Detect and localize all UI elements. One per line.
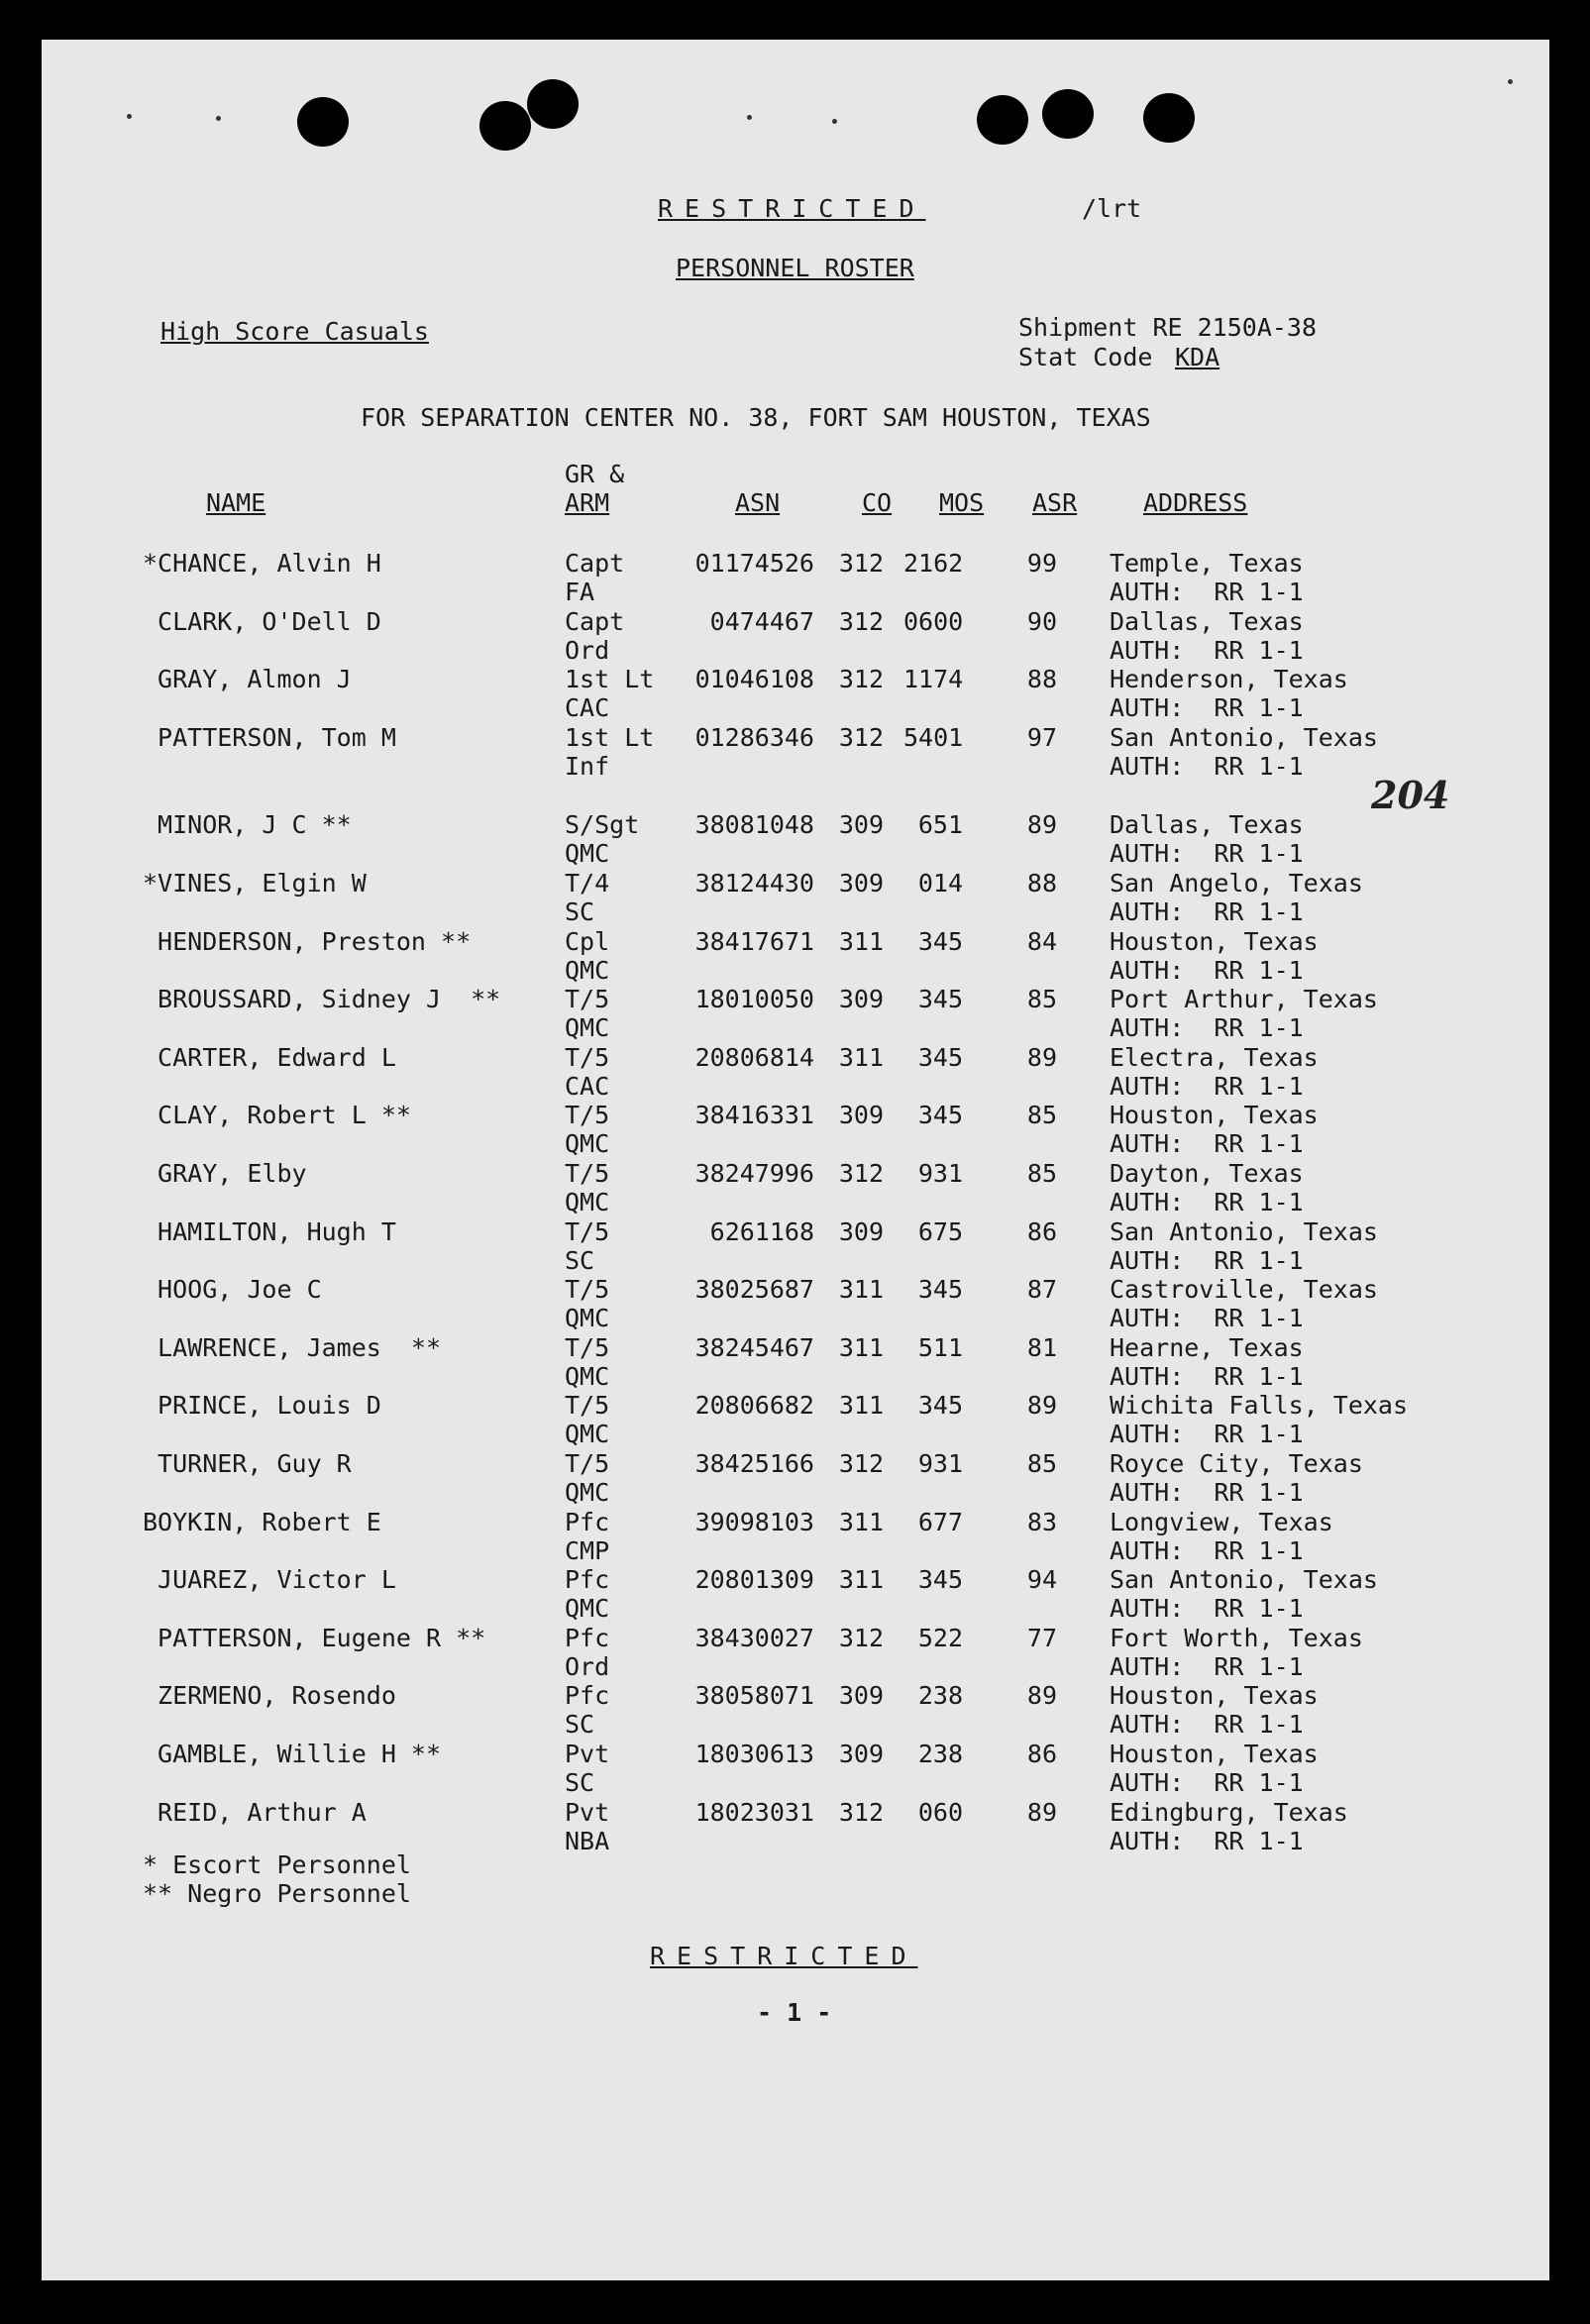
company-cell: 309 — [838, 985, 884, 1013]
arm-cell: SC — [565, 898, 595, 926]
asn-cell: 6261168 — [709, 1217, 814, 1246]
asn-cell: 01046108 — [694, 665, 814, 693]
mos-cell: 2162 — [903, 549, 964, 578]
asr-cell: 85 — [1026, 1159, 1057, 1188]
personnel-name: PATTERSON, Eugene R ** — [143, 1624, 486, 1652]
mos-cell: 511 — [917, 1333, 963, 1362]
authority-cell: AUTH: RR 1-1 — [1110, 1594, 1304, 1623]
punch-hole — [527, 79, 579, 129]
table-row — [42, 1275, 1549, 1332]
table-row — [42, 1333, 1549, 1391]
table-row — [42, 607, 1549, 665]
arm-cell: SC — [565, 1246, 595, 1275]
arm-cell: QMC — [565, 1129, 610, 1158]
company-cell: 312 — [838, 1624, 884, 1652]
separation-center: FOR SEPARATION CENTER NO. 38, FORT SAM HOUSTON, TEXAS — [361, 403, 1151, 432]
mos-cell: 931 — [917, 1159, 963, 1188]
asn-cell: 38245467 — [694, 1333, 814, 1362]
address-cell: Dallas, Texas — [1110, 607, 1304, 636]
table-row — [42, 1624, 1549, 1681]
authority-cell: AUTH: RR 1-1 — [1110, 1652, 1304, 1681]
asr-cell: 89 — [1026, 1681, 1057, 1710]
personnel-name: GRAY, Almon J — [143, 665, 352, 693]
punch-hole — [977, 95, 1028, 145]
personnel-name: PRINCE, Louis D — [143, 1391, 381, 1420]
address-cell: Castroville, Texas — [1110, 1275, 1378, 1304]
asr-cell: 86 — [1026, 1217, 1057, 1246]
table-row — [42, 985, 1549, 1042]
authority-cell: AUTH: RR 1-1 — [1110, 1129, 1304, 1158]
asr-cell: 94 — [1026, 1565, 1057, 1594]
table-row — [42, 549, 1549, 606]
company-cell: 311 — [838, 1275, 884, 1304]
asn-cell: 38430027 — [694, 1624, 814, 1652]
page-number: - 1 - — [757, 1998, 832, 2027]
classification-header: RESTRICTED — [658, 194, 926, 223]
asr-cell: 84 — [1026, 927, 1057, 956]
grade-cell: T/4 — [565, 869, 610, 898]
company-cell: 312 — [838, 1449, 884, 1478]
asn-cell: 38425166 — [694, 1449, 814, 1478]
arm-cell: SC — [565, 1768, 595, 1797]
address-cell: Houston, Texas — [1110, 1101, 1319, 1129]
asr-cell: 86 — [1026, 1740, 1057, 1768]
table-row — [42, 1740, 1549, 1797]
address-cell: San Angelo, Texas — [1110, 869, 1363, 898]
asn-cell: 18030613 — [694, 1740, 814, 1768]
address-cell: San Antonio, Texas — [1110, 1217, 1378, 1246]
arm-cell: CMP — [565, 1536, 610, 1565]
company-cell: 309 — [838, 1681, 884, 1710]
authority-cell: AUTH: RR 1-1 — [1110, 636, 1304, 665]
personnel-name: *CHANCE, Alvin H — [143, 549, 381, 578]
grade-cell: Capt — [565, 607, 625, 636]
speck — [832, 119, 837, 124]
footnote-negro: ** Negro Personnel — [143, 1879, 411, 1908]
company-cell: 309 — [838, 810, 884, 839]
table-row — [42, 1449, 1549, 1507]
asn-cell: 38416331 — [694, 1101, 814, 1129]
grade-cell: 1st Lt — [565, 723, 655, 752]
table-row — [42, 1565, 1549, 1623]
asr-cell: 85 — [1026, 985, 1057, 1013]
company-cell: 311 — [838, 927, 884, 956]
personnel-name: JUAREZ, Victor L — [143, 1565, 396, 1594]
grade-cell: T/5 — [565, 1275, 610, 1304]
company-cell: 309 — [838, 1217, 884, 1246]
group-label: High Score Casuals — [160, 317, 429, 346]
personnel-name: HAMILTON, Hugh T — [143, 1217, 396, 1246]
asr-cell: 97 — [1026, 723, 1057, 752]
authority-cell: AUTH: RR 1-1 — [1110, 1246, 1304, 1275]
company-cell: 311 — [838, 1333, 884, 1362]
mos-cell: 5401 — [903, 723, 964, 752]
asr-cell: 90 — [1026, 607, 1057, 636]
personnel-name: HOOG, Joe C — [143, 1275, 322, 1304]
column-header-asn: ASN — [735, 488, 781, 517]
mos-cell: 651 — [917, 810, 963, 839]
table-row — [42, 1101, 1549, 1158]
column-header-mos: MOS — [939, 488, 985, 517]
personnel-name: GRAY, Elby — [143, 1159, 307, 1188]
personnel-name: *VINES, Elgin W — [143, 869, 367, 898]
classification-footer: RESTRICTED — [650, 1942, 918, 1970]
address-cell: Royce City, Texas — [1110, 1449, 1363, 1478]
mos-cell: 345 — [917, 1391, 963, 1420]
authority-cell: AUTH: RR 1-1 — [1110, 1827, 1304, 1855]
address-cell: San Antonio, Texas — [1110, 1565, 1378, 1594]
asr-cell: 77 — [1026, 1624, 1057, 1652]
asr-cell: 89 — [1026, 1043, 1057, 1072]
mos-cell: 522 — [917, 1624, 963, 1652]
company-cell: 309 — [838, 1101, 884, 1129]
authority-cell: AUTH: RR 1-1 — [1110, 839, 1304, 868]
grade-cell: Pfc — [565, 1508, 610, 1536]
grade-cell: T/5 — [565, 1449, 610, 1478]
authority-cell: AUTH: RR 1-1 — [1110, 898, 1304, 926]
table-row — [42, 1798, 1549, 1855]
company-cell: 311 — [838, 1508, 884, 1536]
authority-cell: AUTH: RR 1-1 — [1110, 1013, 1304, 1042]
asn-cell: 20801309 — [694, 1565, 814, 1594]
speck — [747, 115, 752, 120]
grade-cell: Capt — [565, 549, 625, 578]
mos-cell: 345 — [917, 1043, 963, 1072]
address-cell: Edingburg, Texas — [1110, 1798, 1348, 1827]
grade-cell: S/Sgt — [565, 810, 640, 839]
authority-cell: AUTH: RR 1-1 — [1110, 956, 1304, 985]
table-row — [42, 1681, 1549, 1739]
asr-cell: 83 — [1026, 1508, 1057, 1536]
personnel-name: CLARK, O'Dell D — [143, 607, 381, 636]
column-header-co: CO — [862, 488, 893, 517]
asn-cell: 0474467 — [709, 607, 814, 636]
arm-cell: CAC — [565, 1072, 610, 1101]
asn-cell: 38025687 — [694, 1275, 814, 1304]
mos-cell: 931 — [917, 1449, 963, 1478]
company-cell: 309 — [838, 869, 884, 898]
authority-cell: AUTH: RR 1-1 — [1110, 1710, 1304, 1739]
company-cell: 309 — [838, 1740, 884, 1768]
personnel-name: BOYKIN, Robert E — [143, 1508, 381, 1536]
arm-cell: QMC — [565, 956, 610, 985]
grade-cell: Pfc — [565, 1624, 610, 1652]
footnote-escort: * Escort Personnel — [143, 1850, 411, 1879]
personnel-name: MINOR, J C ** — [143, 810, 352, 839]
asn-cell: 38081048 — [694, 810, 814, 839]
arm-cell: SC — [565, 1710, 595, 1739]
arm-cell: FA — [565, 578, 595, 606]
address-cell: Henderson, Texas — [1110, 665, 1348, 693]
address-cell: Houston, Texas — [1110, 1681, 1319, 1710]
arm-cell: CAC — [565, 693, 610, 722]
company-cell: 311 — [838, 1043, 884, 1072]
arm-cell: QMC — [565, 839, 610, 868]
table-row — [42, 1043, 1549, 1101]
speck — [127, 114, 132, 119]
shipment-number: Shipment RE 2150A-38 — [1018, 313, 1318, 342]
asn-cell: 39098103 — [694, 1508, 814, 1536]
grade-cell: T/5 — [565, 1101, 610, 1129]
arm-cell: QMC — [565, 1013, 610, 1042]
grade-cell: T/5 — [565, 1217, 610, 1246]
personnel-name: REID, Arthur A — [143, 1798, 367, 1827]
mos-cell: 238 — [917, 1681, 963, 1710]
grade-cell: Pfc — [565, 1681, 610, 1710]
asr-cell: 87 — [1026, 1275, 1057, 1304]
asn-cell: 01174526 — [694, 549, 814, 578]
authority-cell: AUTH: RR 1-1 — [1110, 693, 1304, 722]
address-cell: Longview, Texas — [1110, 1508, 1333, 1536]
mos-cell: 345 — [917, 1101, 963, 1129]
asn-cell: 38247996 — [694, 1159, 814, 1188]
asn-cell: 38417671 — [694, 927, 814, 956]
asn-cell: 20806682 — [694, 1391, 814, 1420]
personnel-name: CARTER, Edward L — [143, 1043, 396, 1072]
mos-cell: 014 — [917, 869, 963, 898]
mos-cell: 1174 — [903, 665, 964, 693]
asr-cell: 85 — [1026, 1449, 1057, 1478]
company-cell: 312 — [838, 549, 884, 578]
grade-cell: Pvt — [565, 1798, 610, 1827]
speck — [1508, 79, 1513, 84]
personnel-name: HENDERSON, Preston ** — [143, 927, 472, 956]
personnel-name: BROUSSARD, Sidney J ** — [143, 985, 501, 1013]
document-page — [42, 40, 1549, 2280]
arm-cell: QMC — [565, 1594, 610, 1623]
punch-hole — [1042, 89, 1094, 139]
asn-cell: 01286346 — [694, 723, 814, 752]
punch-hole — [1143, 93, 1195, 143]
address-cell: Wichita Falls, Texas — [1110, 1391, 1409, 1420]
reference-initials: /lrt — [1082, 194, 1142, 223]
address-cell: Hearne, Texas — [1110, 1333, 1304, 1362]
mos-cell: 0600 — [903, 607, 964, 636]
grade-cell: T/5 — [565, 1333, 610, 1362]
address-cell: Dallas, Texas — [1110, 810, 1304, 839]
table-row — [42, 869, 1549, 926]
grade-cell: T/5 — [565, 985, 610, 1013]
arm-cell: Inf — [565, 752, 610, 781]
asr-cell: 99 — [1026, 549, 1057, 578]
authority-cell: AUTH: RR 1-1 — [1110, 1768, 1304, 1797]
mos-cell: 345 — [917, 1275, 963, 1304]
address-cell: Temple, Texas — [1110, 549, 1304, 578]
asr-cell: 88 — [1026, 869, 1057, 898]
column-header-arm: ARM — [565, 488, 610, 517]
company-cell: 312 — [838, 607, 884, 636]
mos-cell: 675 — [917, 1217, 963, 1246]
company-cell: 312 — [838, 1159, 884, 1188]
handwritten-page-number: 204 — [1371, 773, 1450, 817]
column-header-asr: ASR — [1032, 488, 1078, 517]
authority-cell: AUTH: RR 1-1 — [1110, 1478, 1304, 1507]
mos-cell: 345 — [917, 927, 963, 956]
address-cell: Electra, Texas — [1110, 1043, 1319, 1072]
document-title: PERSONNEL ROSTER — [676, 254, 914, 282]
asn-cell: 18010050 — [694, 985, 814, 1013]
personnel-name: GAMBLE, Willie H ** — [143, 1740, 442, 1768]
address-cell: Fort Worth, Texas — [1110, 1624, 1363, 1652]
grade-cell: T/5 — [565, 1043, 610, 1072]
address-cell: Dayton, Texas — [1110, 1159, 1304, 1188]
arm-cell: QMC — [565, 1304, 610, 1332]
table-row — [42, 723, 1549, 781]
asr-cell: 89 — [1026, 810, 1057, 839]
table-row — [42, 1508, 1549, 1565]
arm-cell: QMC — [565, 1420, 610, 1448]
asr-cell: 89 — [1026, 1798, 1057, 1827]
speck — [216, 116, 221, 121]
authority-cell: AUTH: RR 1-1 — [1110, 1304, 1304, 1332]
asr-cell: 88 — [1026, 665, 1057, 693]
table-row — [42, 927, 1549, 985]
grade-cell: Cpl — [565, 927, 610, 956]
arm-cell: QMC — [565, 1478, 610, 1507]
asr-cell: 81 — [1026, 1333, 1057, 1362]
personnel-name: CLAY, Robert L ** — [143, 1101, 411, 1129]
company-cell: 311 — [838, 1391, 884, 1420]
grade-cell: Pfc — [565, 1565, 610, 1594]
arm-cell: Ord — [565, 636, 610, 665]
personnel-name: ZERMENO, Rosendo — [143, 1681, 396, 1710]
arm-cell: QMC — [565, 1362, 610, 1391]
mos-cell: 345 — [917, 985, 963, 1013]
company-cell: 311 — [838, 1565, 884, 1594]
authority-cell: AUTH: RR 1-1 — [1110, 1072, 1304, 1101]
mos-cell: 677 — [917, 1508, 963, 1536]
authority-cell: AUTH: RR 1-1 — [1110, 578, 1304, 606]
grade-cell: 1st Lt — [565, 665, 655, 693]
arm-cell: NBA — [565, 1827, 610, 1855]
company-cell: 312 — [838, 1798, 884, 1827]
personnel-name: LAWRENCE, James ** — [143, 1333, 442, 1362]
table-row — [42, 665, 1549, 722]
stat-code-value: KDA — [1175, 343, 1220, 371]
company-cell: 312 — [838, 665, 884, 693]
authority-cell: AUTH: RR 1-1 — [1110, 1420, 1304, 1448]
authority-cell: AUTH: RR 1-1 — [1110, 1362, 1304, 1391]
personnel-name: PATTERSON, Tom M — [143, 723, 396, 752]
asn-cell: 38124430 — [694, 869, 814, 898]
punch-hole — [479, 101, 531, 151]
address-cell: San Antonio, Texas — [1110, 723, 1378, 752]
personnel-name: TURNER, Guy R — [143, 1449, 352, 1478]
column-header-address: ADDRESS — [1143, 488, 1248, 517]
asr-cell: 85 — [1026, 1101, 1057, 1129]
authority-cell: AUTH: RR 1-1 — [1110, 1536, 1304, 1565]
address-cell: Port Arthur, Texas — [1110, 985, 1378, 1013]
company-cell: 312 — [838, 723, 884, 752]
authority-cell: AUTH: RR 1-1 — [1110, 752, 1304, 781]
punch-hole — [297, 97, 349, 147]
table-row — [42, 1159, 1549, 1216]
table-row — [42, 1391, 1549, 1448]
table-row — [42, 810, 1549, 868]
grade-cell: T/5 — [565, 1391, 610, 1420]
grade-cell: T/5 — [565, 1159, 610, 1188]
arm-cell: Ord — [565, 1652, 610, 1681]
asr-cell: 89 — [1026, 1391, 1057, 1420]
mos-cell: 060 — [917, 1798, 963, 1827]
address-cell: Houston, Texas — [1110, 1740, 1319, 1768]
column-header-grade: GR & — [565, 460, 625, 488]
grade-cell: Pvt — [565, 1740, 610, 1768]
mos-cell: 238 — [917, 1740, 963, 1768]
mos-cell: 345 — [917, 1565, 963, 1594]
asn-cell: 38058071 — [694, 1681, 814, 1710]
address-cell: Houston, Texas — [1110, 927, 1319, 956]
stat-code-label: Stat Code — [1018, 343, 1153, 371]
asn-cell: 18023031 — [694, 1798, 814, 1827]
arm-cell: QMC — [565, 1188, 610, 1216]
authority-cell: AUTH: RR 1-1 — [1110, 1188, 1304, 1216]
table-row — [42, 1217, 1549, 1275]
asn-cell: 20806814 — [694, 1043, 814, 1072]
column-header-name: NAME — [206, 488, 266, 517]
